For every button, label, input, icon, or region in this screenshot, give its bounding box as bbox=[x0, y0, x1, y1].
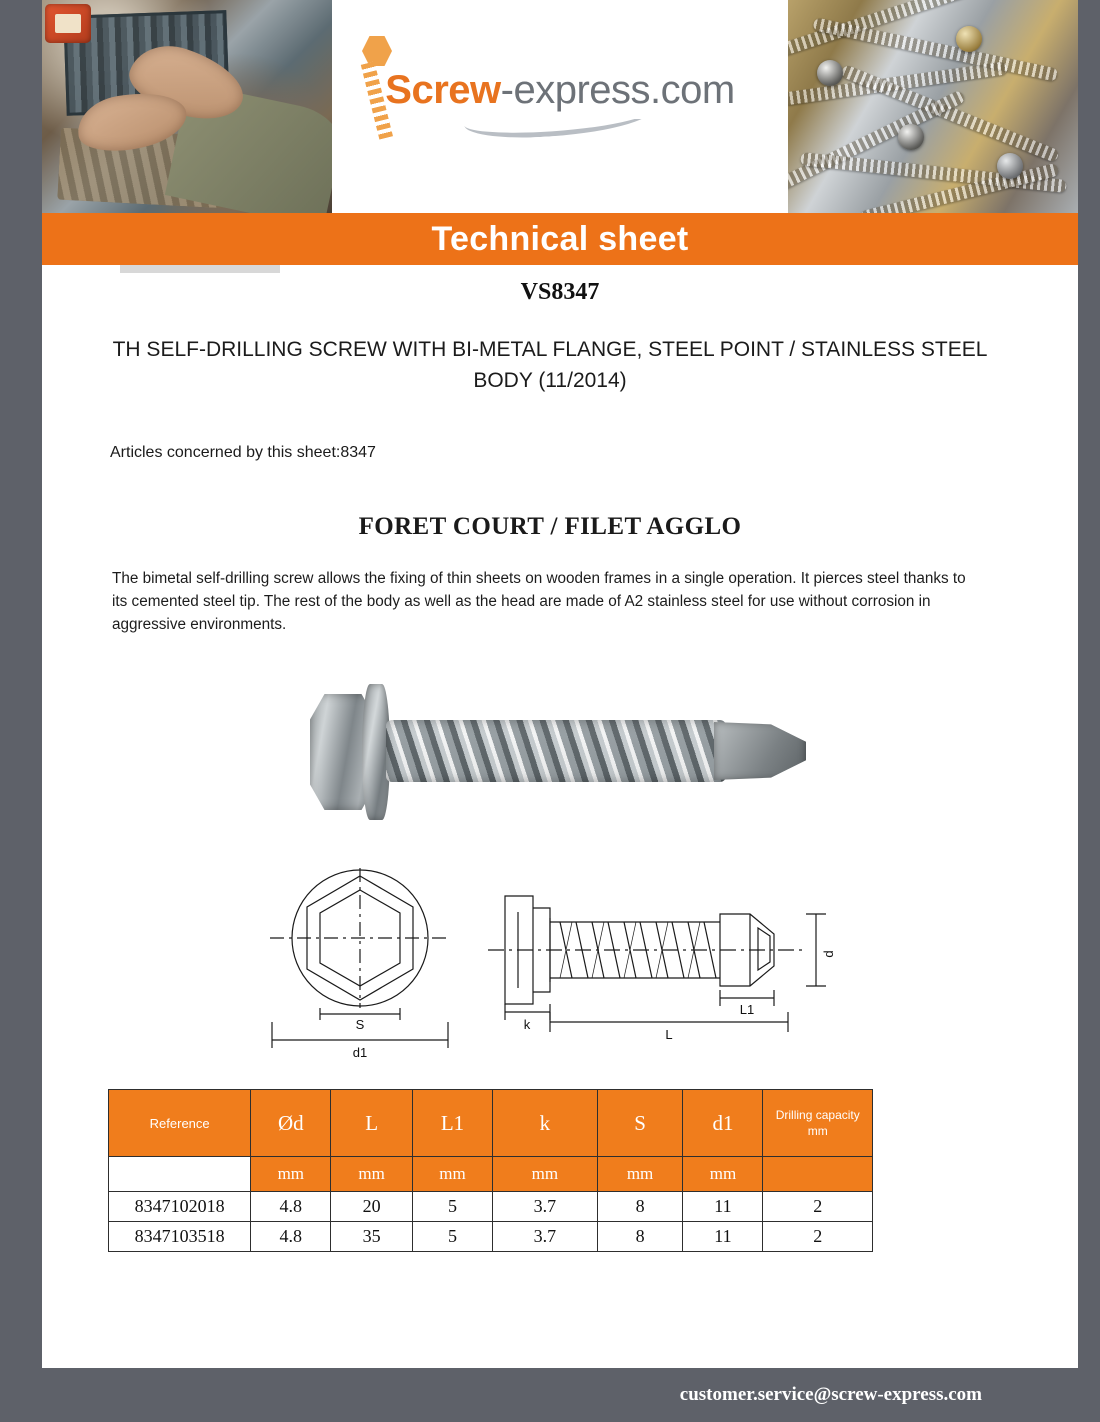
logo-word-primary: Screw bbox=[385, 68, 501, 112]
unit-drilling-capacity bbox=[763, 1157, 873, 1192]
page-title: TH SELF-DRILLING SCREW WITH BI-METAL FLANGE, STEEL POINT / STAINLESS STEEL BODY (11/2014) bbox=[112, 338, 988, 392]
logo-word-secondary: -express.com bbox=[500, 68, 735, 112]
table-header-row bbox=[109, 1090, 873, 1157]
unit-l1: mm bbox=[412, 1157, 492, 1192]
label-l1: L1 bbox=[739, 1002, 755, 1017]
brand-logo bbox=[332, 0, 788, 213]
cell-drilling-capacity: 2 bbox=[763, 1192, 873, 1222]
logo-swoosh-icon bbox=[460, 119, 660, 145]
table-row bbox=[109, 1192, 873, 1222]
label-k: k bbox=[523, 1017, 531, 1032]
screw-threaded-shank bbox=[386, 720, 726, 782]
banner-photo-left bbox=[42, 0, 332, 213]
screw-logo-mark-icon bbox=[354, 36, 424, 146]
technical-drawings bbox=[250, 862, 870, 1062]
product-description: The bimetal self-drilling screw allows the fixing of thin sheets on wooden frames in a single operation. It pierces steel thanks to its cemented steel tip. The rest of the body as well as the head are made of A2 stainless steel for use without corrosion in aggressive environments. bbox=[112, 570, 966, 633]
label-l: L bbox=[665, 1027, 673, 1042]
unit-l: mm bbox=[331, 1157, 413, 1192]
unit-reference bbox=[109, 1157, 251, 1192]
decorative-strip bbox=[120, 265, 280, 273]
technical-sheet-title: Technical sheet bbox=[431, 219, 689, 258]
label-s: S bbox=[355, 1017, 365, 1032]
drilling-capacity-label: Drilling capacity bbox=[775, 1108, 860, 1122]
col-header-l1: L1 bbox=[412, 1090, 492, 1157]
table-row bbox=[109, 1222, 873, 1252]
logo-wordmark bbox=[385, 68, 734, 113]
cell-s: 8 bbox=[597, 1192, 683, 1222]
cell-d: 4.8 bbox=[251, 1222, 331, 1252]
col-header-k: k bbox=[493, 1090, 598, 1157]
col-header-s: S bbox=[597, 1090, 683, 1157]
page-footer bbox=[42, 1368, 1078, 1422]
banner-photo-right bbox=[788, 0, 1078, 213]
articles-concerned: Articles concerned by this sheet:8347 bbox=[110, 444, 376, 461]
cell-d: 4.8 bbox=[251, 1192, 331, 1222]
cell-drilling-capacity: 2 bbox=[763, 1222, 873, 1252]
col-header-d: Ød bbox=[251, 1090, 331, 1157]
specifications-table bbox=[108, 1089, 873, 1252]
product-photo bbox=[300, 676, 820, 846]
section-title: FORET COURT / FILET AGGLO bbox=[358, 513, 742, 540]
drilling-capacity-unit: mm bbox=[807, 1124, 828, 1138]
cell-s: 8 bbox=[597, 1222, 683, 1252]
cell-reference: 8347102018 bbox=[109, 1192, 251, 1222]
cell-l: 35 bbox=[331, 1222, 413, 1252]
contact-email[interactable]: customer.service@screw-express.com bbox=[679, 1384, 982, 1405]
col-header-d1: d1 bbox=[683, 1090, 763, 1157]
unit-d1: mm bbox=[683, 1157, 763, 1192]
page-banner bbox=[42, 0, 1078, 213]
unit-k: mm bbox=[493, 1157, 598, 1192]
footer-white-strip bbox=[42, 1358, 1078, 1368]
cell-l1: 5 bbox=[412, 1222, 492, 1252]
document-reference: VS8347 bbox=[520, 279, 600, 305]
col-header-drilling-capacity bbox=[763, 1090, 873, 1157]
cell-d1: 11 bbox=[683, 1222, 763, 1252]
cell-k: 3.7 bbox=[493, 1192, 598, 1222]
table-units-row bbox=[109, 1157, 873, 1192]
table-head bbox=[109, 1090, 873, 1157]
left-side-bar bbox=[0, 0, 42, 1422]
label-d: d bbox=[821, 950, 836, 958]
cell-d1: 11 bbox=[683, 1192, 763, 1222]
unit-s: mm bbox=[597, 1157, 683, 1192]
unit-d: mm bbox=[251, 1157, 331, 1192]
table-body bbox=[109, 1157, 873, 1252]
screw-drill-point bbox=[714, 722, 806, 780]
col-header-l: L bbox=[331, 1090, 413, 1157]
side-view bbox=[488, 896, 826, 1032]
drawings-svg bbox=[250, 862, 870, 1062]
cell-reference: 8347103518 bbox=[109, 1222, 251, 1252]
cell-k: 3.7 bbox=[493, 1222, 598, 1252]
label-d1: d1 bbox=[352, 1045, 368, 1060]
technical-sheet-banner bbox=[42, 213, 1078, 265]
right-side-bar bbox=[1078, 0, 1100, 1422]
col-header-reference: Reference bbox=[109, 1090, 251, 1157]
cell-l: 20 bbox=[331, 1192, 413, 1222]
cell-l1: 5 bbox=[412, 1192, 492, 1222]
